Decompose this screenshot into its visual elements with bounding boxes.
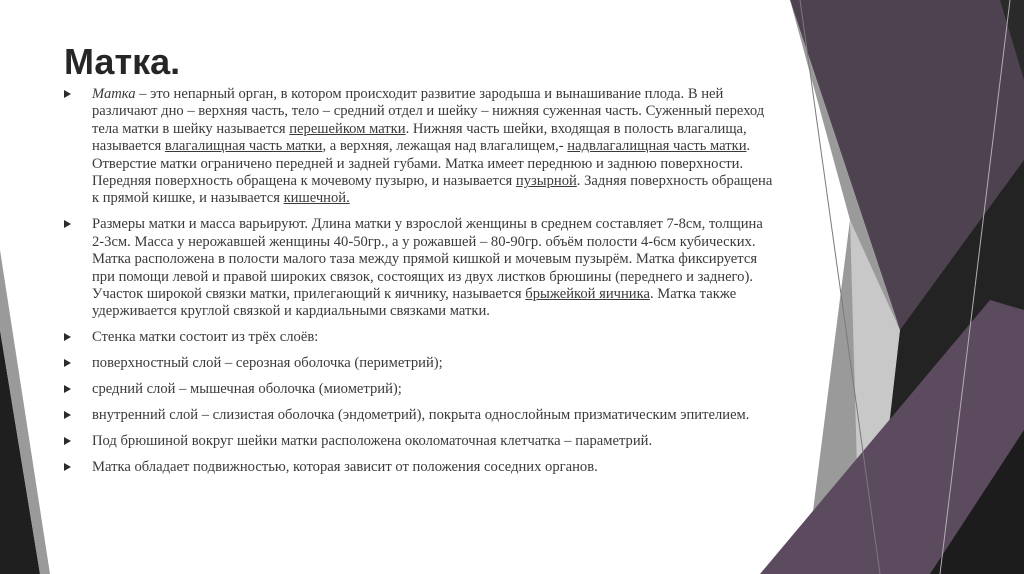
bullet-list (64, 86, 776, 485)
bullet-marker-icon (64, 359, 71, 367)
bullet-marker-icon (64, 411, 71, 419)
bullet-item (64, 433, 776, 450)
bullet-marker-icon (64, 220, 71, 228)
bullet-text: поверхностный слой – серозная оболочка (периметрий); (92, 355, 443, 372)
bullet-text: , а верхняя, лежащая над влагалищем,- (322, 138, 568, 155)
bullet-text: Стенка матки состоит из трёх слоёв: (92, 329, 319, 346)
bullet-text: Размеры матки и масса варьируют. Длина матки у взрослой женщины в среднем составляет 7-8см, толщина 2-3см. Масса у нерожавшей женщины 40-50гр., а у рожавшей – 80-90гр. объём полости 4-6см кубических. Матка расположена в полости малого таза между прямой кишкой и мочевым пузырём. Матка фиксируется при помощи левой и правой широких связок, состоящих из двух листков брюшины (переднего и заднего). Участок широкой связки матки, прилегающий к яичнику, называется (92, 216, 763, 303)
bullet-text: кишечной. (283, 190, 350, 207)
bullet-text: брыжейкой яичника (525, 286, 650, 303)
bullet-item (64, 381, 776, 398)
bullet-text: Матка обладает подвижностью, которая зависит от положения соседних органов. (92, 459, 598, 476)
bullet-text: средний слой – мышечная оболочка (миометрий); (92, 381, 402, 398)
bullet-item (64, 216, 776, 320)
bullet-text: . Нижняя часть шейки, входящая в полость влагалища, называется (92, 120, 747, 155)
bullet-text: Матка (92, 86, 136, 102)
bullet-text: влагалищная часть матки (164, 138, 323, 155)
bullet-text: Под брюшиной вокруг шейки матки расположена околоматочная клетчатка – параметрий. (92, 433, 653, 450)
bullet-text: перешейком матки (289, 120, 406, 137)
bullet-item (64, 329, 776, 346)
bullet-marker-icon (64, 437, 71, 445)
bullet-text: внутренний слой – слизистая оболочка (эндометрий), покрыта однослойным призматическим эпителием. (92, 407, 750, 424)
bullet-text: – это непарный орган, в котором происходит развитие зародыша и вынашивание плода. В ней различают дно – верхняя часть, тело – средний отдел и шейку – нижняя суженная часть. Суженный переход тела матки в шейку называется (92, 86, 765, 137)
bullet-text: пузырной (515, 173, 577, 190)
bullet-text: . Задняя поверхность обращена к прямой кишке, и называется (92, 173, 773, 207)
bullet-text: . Матка также удерживается круглой связкой и кардиальными связками матки. (92, 286, 737, 320)
bullet-marker-icon (64, 333, 71, 341)
bullet-text: . Отверстие матки ограничено передней и задней губами. Матка имеет переднюю и заднюю поверхности. Передняя поверхность обращена к мочевому пузырю, и называется (92, 138, 751, 190)
bullet-item (64, 407, 776, 424)
bullet-text: надвлагалищная часть матки (567, 138, 747, 155)
bullet-marker-icon (64, 90, 71, 98)
slide-title: Матка. (64, 41, 181, 82)
bullet-item (64, 459, 776, 476)
bullet-marker-icon (64, 463, 71, 471)
bullet-item (64, 355, 776, 372)
bullet-marker-icon (64, 385, 71, 393)
bullet-item (64, 86, 776, 208)
